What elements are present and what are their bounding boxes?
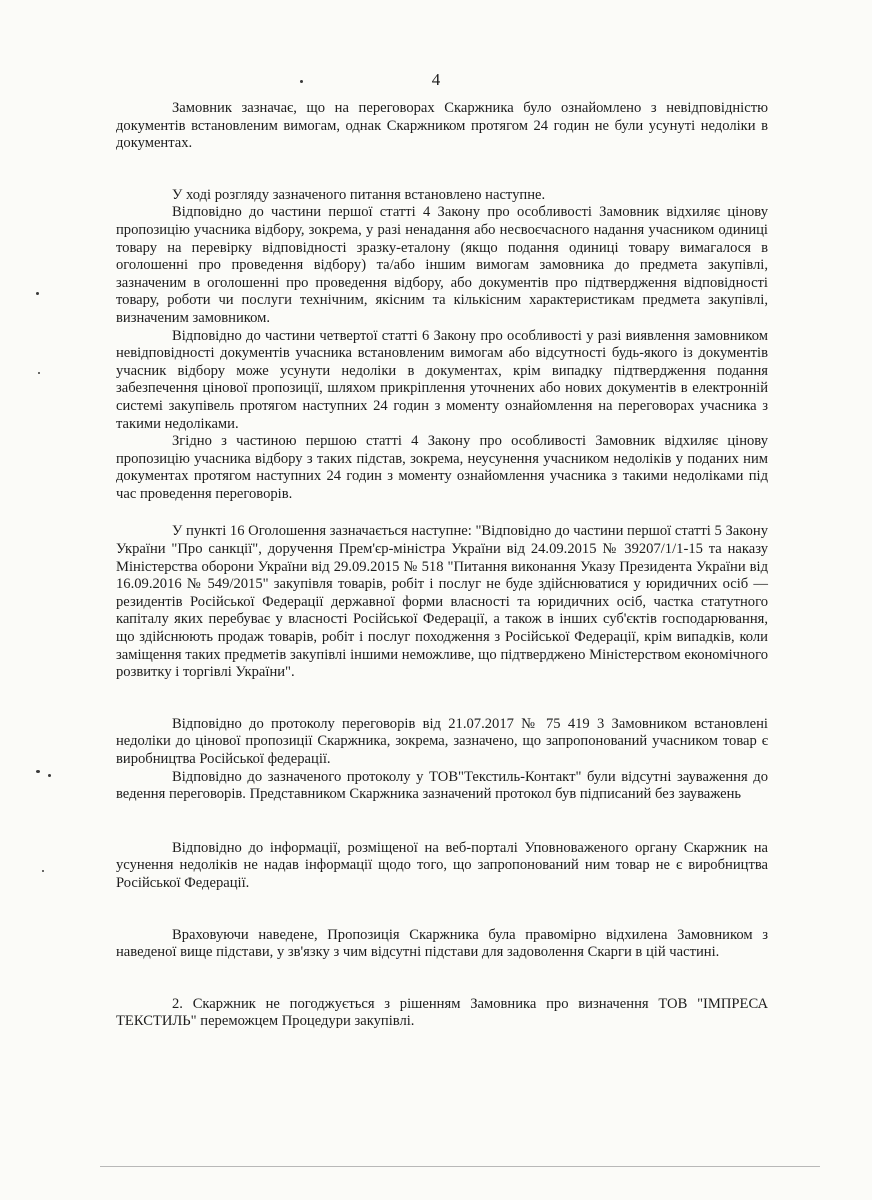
- paragraph: У ході розгляду зазначеного питання встановлено наступне.: [172, 186, 546, 203]
- scan-speck: [36, 292, 39, 295]
- paragraph: Відповідно до інформації, розміщеної на веб-порталі Уповноваженого органу Скаржник на усунення недоліків не надав інформації щодо того, що запропонований ним товар не є виробництва Російської Федерації.: [116, 839, 768, 891]
- scan-speck: [48, 774, 51, 777]
- paragraph: Відповідно до частини четвертої статті 6 Закону про особливості у разі виявлення замовником невідповідності документів учасника встановленим вимогам або відсутності будь-якого із документів учасник відбору може усунути недоліки в документах, крім випадку підтвердження подання забезпечення цінової пропозиції, шляхом прикріплення уточнених або нових документів в електронній системі закупівель протягом наступних 24 годин з моменту ознайомлення на переговорах учасника з такими недоліками.: [116, 327, 768, 432]
- scan-speck: [36, 770, 40, 773]
- page-number: 4: [431, 70, 441, 89]
- scan-speck: [38, 372, 40, 374]
- paragraph: Відповідно до протоколу переговорів від 21.07.2017 № 75 419 3 Замовником встановлені недоліки до цінової пропозиції Скаржника, зокрема, зазначено, що запропонований учасником товар є виробництва Російської федерації.: [116, 715, 768, 767]
- scan-speck: [300, 80, 303, 83]
- paragraph: 2. Скаржник не погоджується з рішенням Замовника про визначення ТОВ "ІМПРЕСА ТЕКСТИЛЬ" переможцем Процедури закупівлі.: [116, 995, 768, 1030]
- bottom-rule: [100, 1166, 820, 1167]
- paragraph: Відповідно до частини першої статті 4 Закону про особливості Замовник відхиляє цінову пропозицію учасника відбору, зокрема, у разі ненадання або несвоєчасного надання учасником одиниці товару на перевірку відповідності зразку-еталону (якщо подання одиниці товару вимагалося в оголошенні про проведення відбору) та/або іншим вимогам замовника до предмета закупівлі, зазначеним в оголошенні про проведення відбору, або документів про підтвердження відповідності товару, роботи чи послуги технічним, якісним та кількісним характеристикам предмета закупівлі, визначеним замовником.: [116, 204, 768, 326]
- document-body: [116, 100, 768, 1031]
- paragraph: Згідно з частиною першою статті 4 Закону про особливості Замовник відхиляє цінову пропозицію учасника відбору з таких підстав, зокрема, неусунення учасником недоліків у поданих ним документах протягом наступних 24 годин з моменту ознайомлення учасника з такими недоліками під час проведення переговорів.: [116, 433, 768, 502]
- paragraph: У пункті 16 Оголошення зазначається наступне: "Відповідно до частини першої статті 5 Закону України "Про санкції", доручення Прем'єр-міністра України від 24.09.2015 № 39207/1/1-15 та наказу Міністерства оборони України від 29.09.2015 № 518 "Питання виконання Указу Президента України від 16.09.2016 № 549/2015" закупівля товарів, робіт і послуг не буде здійснюватися у юридичних осіб — резидентів Російської Федерації державної форми власності та юридичних осіб, частка статутного капіталу яких перебуває у власності Російської Федерації, а також в інших суб'єктів господарювання, що здійснюють продаж товарів, робіт і послуг походження з Російської Федерації, крім випадків, коли заміщення таких предметів закупівлі іншими неможливе, що підтверджено Міністерством економічного розвитку і торгівлі України".: [116, 523, 768, 681]
- paragraph: Враховуючи наведене, Пропозиція Скаржника була правомірно відхилена Замовником з наведеної вище підстави, у зв'язку з чим відсутні підстави для задоволення Скарги в цій частині.: [116, 926, 768, 961]
- paragraph: Відповідно до зазначеного протоколу у ТОВ"Текстиль-Контакт" були відсутні зауваження до ведення переговорів. Представником Скаржника зазначений протокол був підписаний без зауважень: [116, 768, 768, 803]
- scan-speck: [42, 870, 44, 872]
- paragraph: Замовник зазначає, що на переговорах Скаржника було ознайомлено з невідповідністю документів встановленим вимогам, однак Скаржником протягом 24 годин не були усунуті недоліки в документах.: [116, 100, 768, 152]
